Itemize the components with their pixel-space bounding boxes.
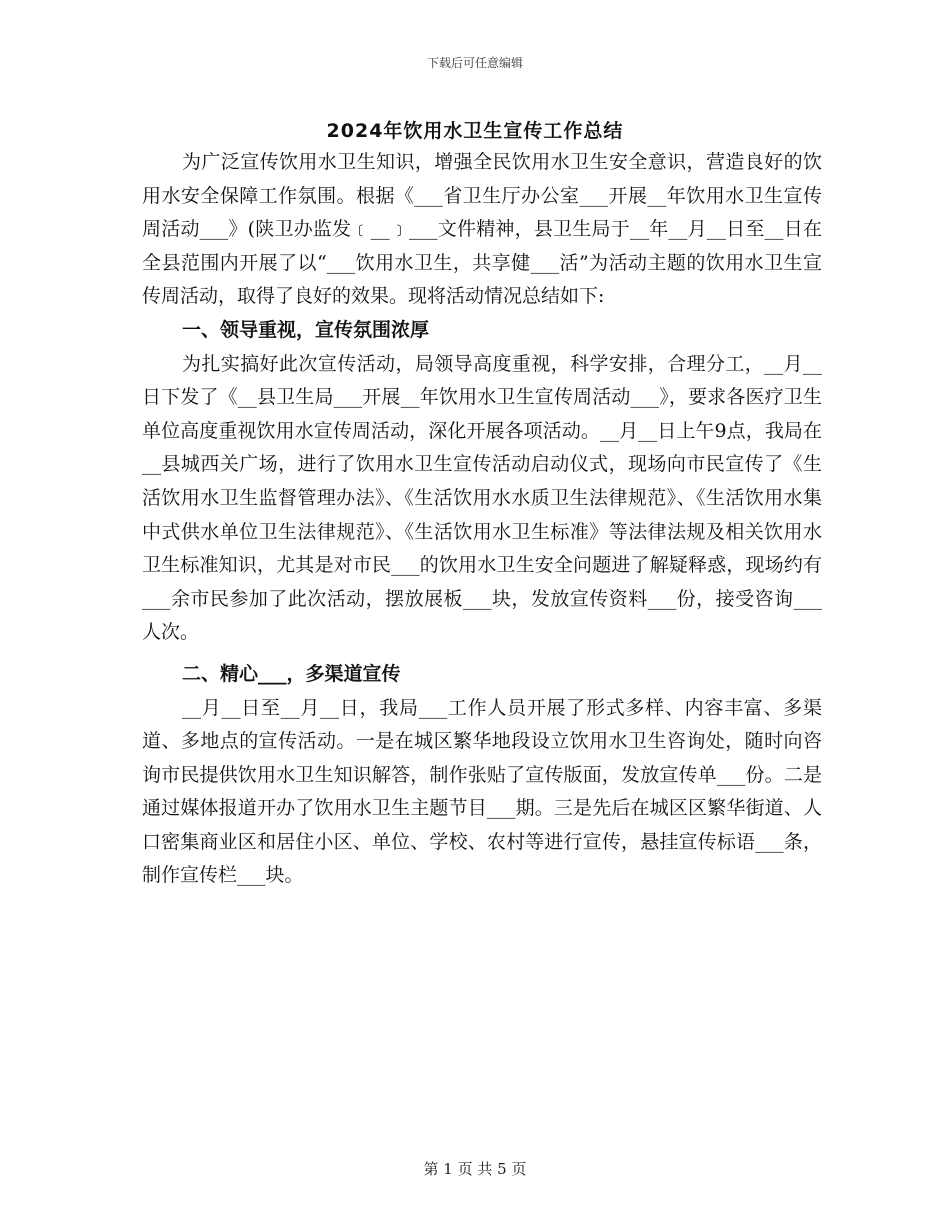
document-title: 2024年饮用水卫生宣传工作总结 xyxy=(326,120,624,142)
section-2-heading: 二、精心___，多渠道宣传 xyxy=(182,662,401,685)
page-number: 第 1 页 共 5 页 xyxy=(423,1160,527,1178)
section-1-paragraph: 为扎实搞好此次宣传活动，局领导高度重视，科学安排，合理分工，__月__日下发了《__县卫生局___开展__年饮用水卫生宣传周活动___》，要求各医疗卫生单位高度重视饮用水宣传周活动，深化开展各项活动。__月__日上午9点，我局在__县城西关广场，进行了饮用水卫生宣传活动启动仪式，现场向市民宣传了《生活饮用水卫生监督管理办法》、《生活饮用水水质卫生法律规范》、《生活饮用水集中式供水单位卫生法律规范》、《生活饮用水卫生标准》等法律法规及相关饮用水卫生标准知识，尤其是对市民___的饮用水卫生安全问题进了解疑释惑，现场约有___余市民参加了此次活动，摆放展板___块，发放宣传资料___份，接受咨询___人次。 xyxy=(142,352,822,644)
intro-paragraph: 为广泛宣传饮用水卫生知识，增强全民饮用水卫生安全意识，营造良好的饮用水安全保障工作氛围。根据《___省卫生厅办公室___开展__年饮用水卫生宣传周活动___》(陕卫办监发﹝__﹞___文件精神，县卫生局于__年__月__日至__日在全县范围内开展了以“___饮用水卫生，共享健___活”为活动主题的饮用水卫生宣传周活动，取得了良好的效果。现将活动情况总结如下: xyxy=(142,151,822,308)
page-header-note: 下载后可任意编辑 xyxy=(426,56,523,70)
section-gap xyxy=(142,650,822,658)
document-body xyxy=(142,146,822,893)
section-2-paragraph: __月__日至__月__日，我局___工作人员开展了形式多样、内容丰富、多渠道、多地点的宣传活动。一是在城区繁华地段设立饮用水卫生咨询处，随时向咨询市民提供饮用水卫生知识解答，制作张贴了宣传版面，发放宣传单___份。二是通过媒体报道开办了饮用水卫生主题节目___期。三是先后在城区区繁华街道、人口密集商业区和居住小区、单位、学校、农村等进行宣传，悬挂宣传标语___条，制作宣传栏___块。 xyxy=(142,696,822,887)
section-1-heading: 一、领导重视，宣传氛围浓厚 xyxy=(182,318,430,341)
